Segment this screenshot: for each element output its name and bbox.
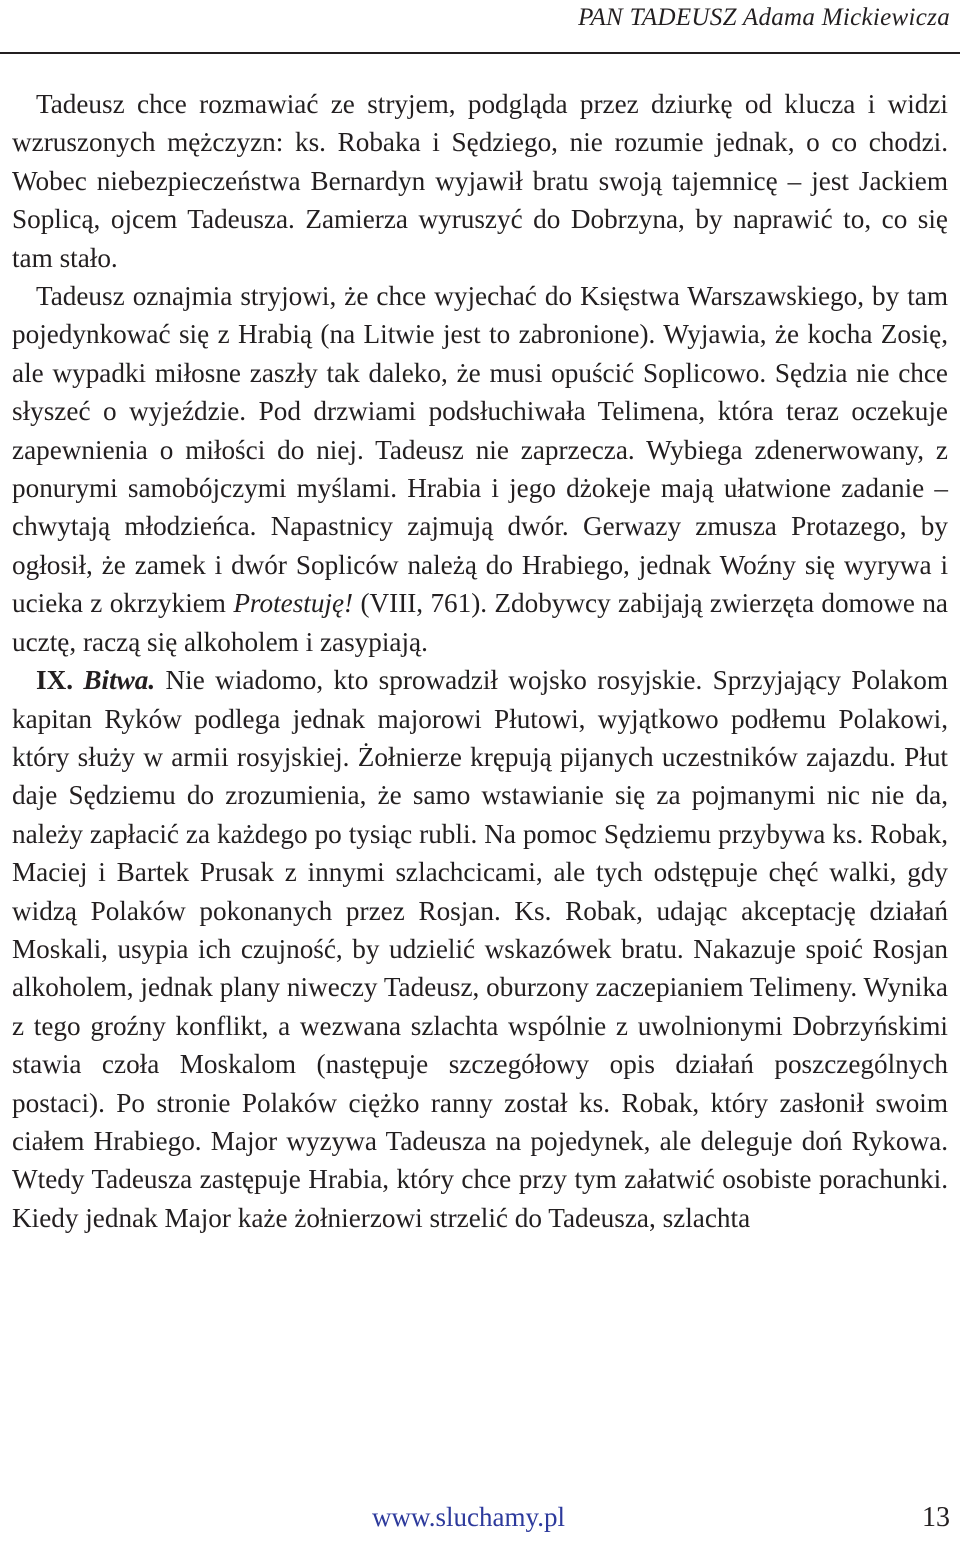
quote-protestuje: Protestuję!	[233, 588, 354, 619]
chapter-title: Bitwa.	[83, 665, 156, 696]
website-link[interactable]: www.sluchamy.pl	[372, 1502, 565, 1532]
header-rule	[0, 52, 960, 54]
paragraph-1	[12, 85, 948, 277]
paragraph-2	[12, 277, 948, 661]
paragraph-2-text-a: Tadeusz oznajmia stryjowi, że chce wyjechać do Księstwa Warszawskiego, by tam pojedynkować się z Hrabią (na Litwie jest to zabronione). Wyjawia, że kocha Zosię, ale wypadki miłosne zaszły tak daleko, że musi opuścić Soplicowo. Sędzia nie chce słyszeć o wyjeździe. Pod drzwiami podsłuchiwała Telimena, która teraz oczekuje zapewnienia o miłości do niej. Tadeusz nie zaprzecza. Wybiega zdenerwowany, z ponurymi samobójczymi myślami. Hrabia i jego dżokeje mają ułatwione zadanie – chwytają młodzieńca. Napastnicy zajmują dwór. Gerwazy zmusza Protazego, by ogłosił, że zamek i dwór Sopliców należą do Hrabiego, jednak Woźny się wyrywa i ucieka z okrzykiem	[12, 281, 948, 619]
page-footer	[0, 1500, 960, 1546]
paragraph-2-text-b: (VIII, 761). Zdobywcy zabijają zwierzęta domowe na ucztę, raczą się alkoholem i zasypiają.	[12, 588, 949, 657]
paragraph-3	[12, 661, 948, 1237]
chapter-number: IX.	[36, 665, 74, 696]
paragraph-3-text: Nie wiadomo, kto sprowadził wojsko rosyjskie. Sprzyjający Polakom kapitan Ryków podlega jednak majorowi Płutowi, wyjątkowo podłemu Polakowi, który służy w armii rosyjskiej. Żołnierze krępują pijanych uczestników zajazdu. Płut daje Sędziemu do zrozumienia, że samo wstawianie się za pojmanymi nic nie da, należy zapłacić za każdego po tysiąc rubli. Na pomoc Sędziemu przybywa ks. Robak, Maciej i Bartek Prusak z innymi szlachcicami, ale tych odstępuje chęć walki, gdy widzą Polaków pokonanych przez Rosjan. Ks. Robak, udając akceptację działań Moskali, usypia ich czujność, by udzielić wskazówek bratu. Nakazuje spoić Rosjan alkoholem, jednak plany niweczy Tadeusz, oburzony zaczepianiem Telimeny. Wynika z tego groźny konflikt, a wezwana szlachta wspólnie z uwolnionymi Dobrzyńskimi stawia czoła Moskalom (następuje szczegółowy opis działań poszczególnych postaci). Po stronie Polaków ciężko ranny został ks. Robak, który zasłonił swoim ciałem Hrabiego. Major wyzywa Tadeusza na pojedynek, ale deleguje doń Rykowa. Wtedy Tadeusza zastępuje Hrabia, który chce przy tym załatwić osobiste porachunki. Kiedy jednak Major każe żołnierzowi strzelić do Tadeusza, szlachta	[12, 665, 948, 1233]
paragraph-1-text: Tadeusz chce rozmawiać ze stryjem, podgląda przez dziurkę od klucza i widzi wzruszonych mężczyzn: ks. Robaka i Sędziego, nie rozumie jednak, o co chodzi. Wobec niebezpieczeństwa Bernardyn wyjawił bratu swoją tajemnicę – jest Jackiem Soplicą, ojcem Tadeusza. Zamierza wyruszyć do Dobrzyna, by naprawić to, co się tam stało.	[12, 89, 948, 273]
page-number: 13	[922, 1502, 950, 1533]
running-title: PAN TADEUSZ Adama Mickiewicza	[578, 4, 950, 31]
page-header	[0, 0, 960, 57]
article-body	[12, 85, 948, 1237]
